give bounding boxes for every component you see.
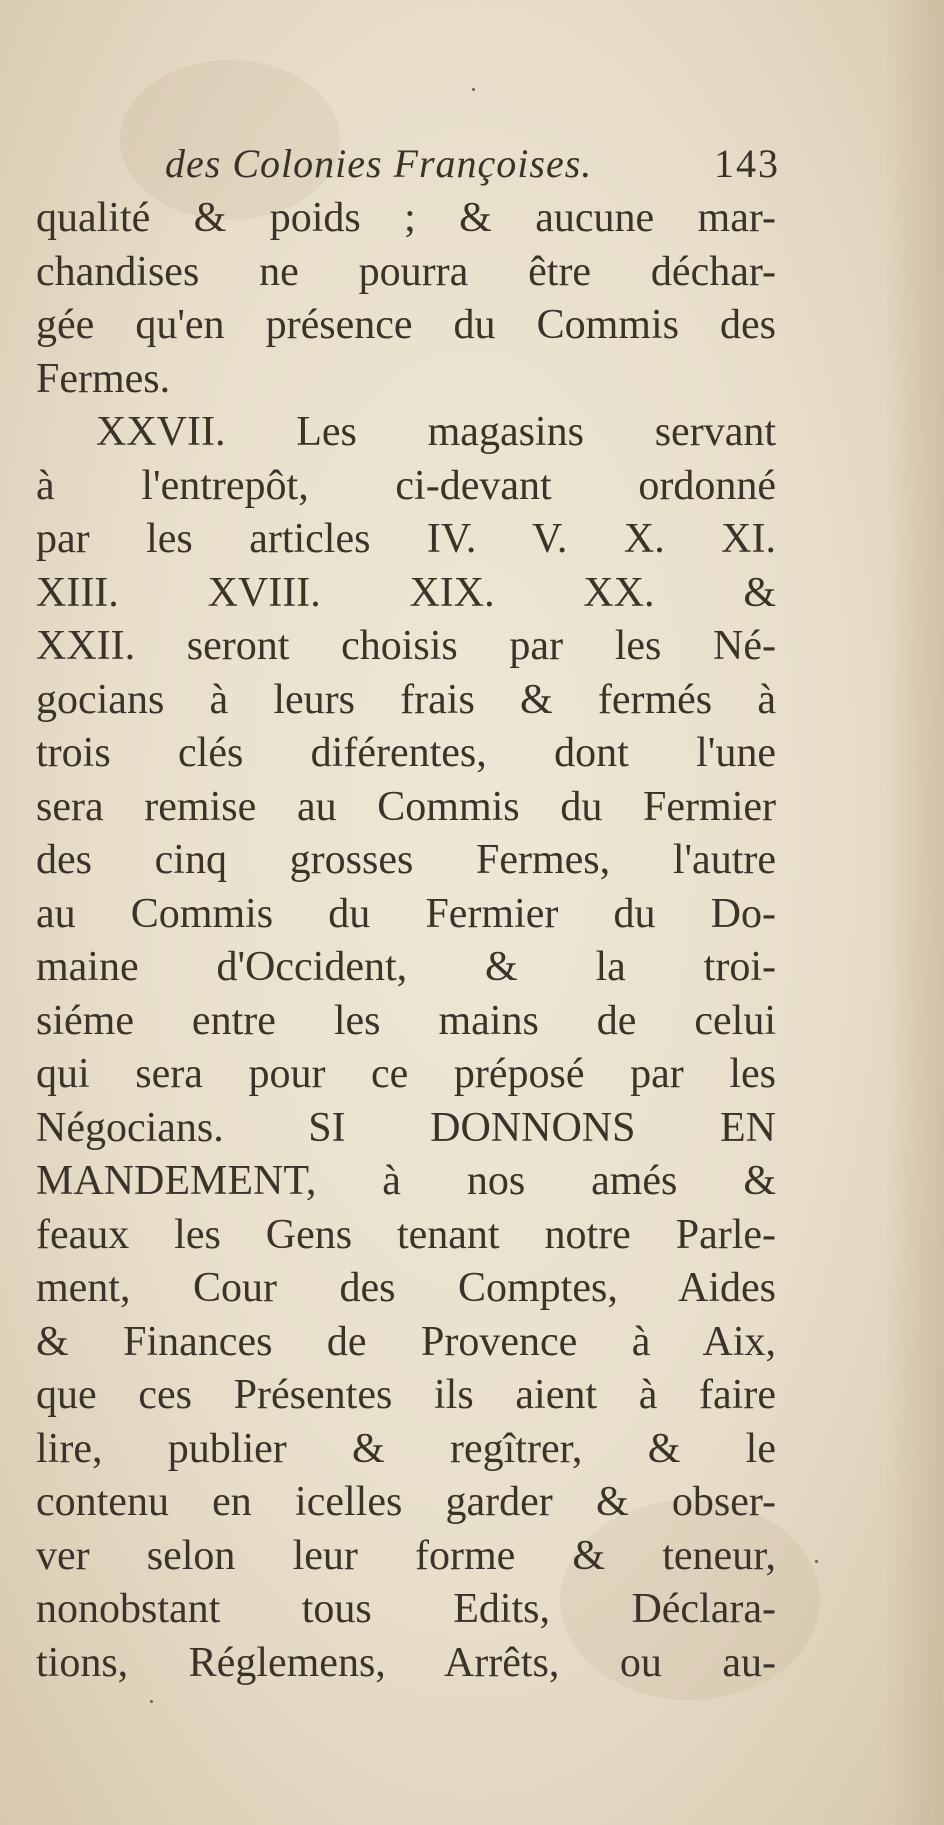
paper-speck [815, 1560, 818, 1563]
text-line: XXII. seront choisis par les Né- [36, 623, 776, 669]
text-line: que ces Présentes ils aient à faire [36, 1372, 776, 1418]
text-line: tions, Réglemens, Arrêts, ou au- [36, 1639, 776, 1686]
text-line: maine d'Occident, & la troi- [36, 944, 776, 990]
text-line: MANDEMENT, à nos amés & [36, 1158, 776, 1204]
text-line: siéme entre les mains de celui [36, 997, 776, 1044]
page-edge-shadow [884, 0, 944, 1825]
text-line: Négocians. SI DONNONS EN [36, 1104, 776, 1151]
page-header [165, 140, 780, 190]
text-line: qualité & poids ; & aucune mar- [36, 195, 776, 241]
text-line: qui sera pour ce préposé par les [36, 1051, 776, 1097]
text-line: gée qu'en présence du Commis des [36, 302, 776, 348]
text-line: chandises ne pourra être déchar- [36, 248, 776, 295]
text-line: lire, publier & regîtrer, & le [36, 1425, 776, 1472]
text-line: trois clés diférentes, dont l'une [36, 730, 776, 776]
text-line: contenu en icelles garder & obser- [36, 1479, 776, 1525]
text-line: des cinq grosses Fermes, l'autre [36, 837, 776, 883]
text-line: & Finances de Provence à Aix, [36, 1318, 776, 1365]
running-title: des Colonies Françoises. [165, 141, 593, 186]
page-number: 143 [714, 141, 780, 186]
text-line: feaux les Gens tenant notre Parle- [36, 1211, 776, 1258]
text-line: ment, Cour des Comptes, Aides [36, 1265, 776, 1311]
text-line: ver selon leur forme & teneur, [36, 1532, 776, 1579]
paper-speck [150, 1700, 153, 1703]
text-line: par les articles IV. V. X. XI. [36, 516, 776, 562]
text-line: nonobstant tous Edits, Déclara- [36, 1586, 776, 1632]
paper-speck [472, 88, 475, 91]
text-line: XXVII. Les magasins servant [96, 409, 776, 455]
text-line: à l'entrepôt, ci-devant ordonné [36, 462, 776, 509]
text-line: sera remise au Commis du Fermier [36, 783, 776, 830]
text-line: gocians à leurs frais & fermés à [36, 676, 776, 723]
body-text [36, 192, 776, 1690]
text-line: Fermes. [36, 355, 171, 402]
text-line: au Commis du Fermier du Do- [36, 890, 776, 937]
text-line: XIII. XVIII. XIX. XX. & [36, 569, 776, 616]
